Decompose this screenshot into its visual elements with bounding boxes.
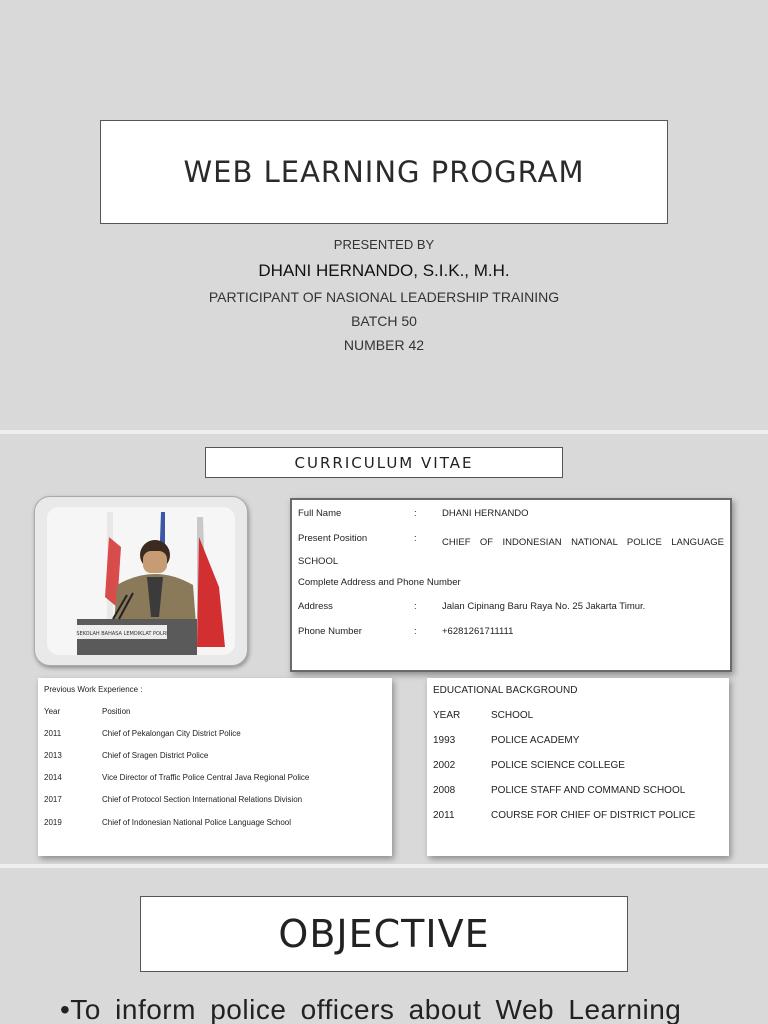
cv-title: CURRICULUM VITAE: [294, 453, 474, 472]
presentation-title: WEB LEARNING PROGRAM: [183, 155, 585, 189]
work-position: Chief of Sragen District Police: [102, 751, 209, 760]
full-name-label: Full Name: [298, 508, 342, 519]
presenter-name: DHANI HERNANDO, S.I.K., M.H.: [258, 261, 510, 280]
work-heading: Previous Work Experience :: [44, 685, 143, 694]
cv-slide: [0, 434, 768, 864]
cv-title-box: [205, 447, 563, 478]
colon: :: [414, 533, 417, 544]
objective-slide: [0, 868, 768, 1024]
title-slide: [0, 0, 768, 430]
work-year: 2014: [44, 773, 62, 782]
colon: :: [414, 626, 417, 637]
edu-year: 2011: [433, 810, 455, 821]
edu-heading: EDUCATIONAL BACKGROUND: [433, 685, 578, 696]
education-panel: [427, 678, 729, 856]
objective-title: OBJECTIVE: [278, 912, 490, 956]
title-box: [100, 120, 668, 224]
work-position: Chief of Indonesian National Police Language School: [102, 818, 292, 827]
colon: :: [414, 601, 417, 612]
phone-value: +6281261711111: [442, 626, 514, 637]
participant-line: PARTICIPANT OF NASIONAL LEADERSHIP TRAINING: [208, 289, 560, 305]
edu-col-year: YEAR: [433, 710, 461, 721]
position-label: Present Position: [298, 533, 368, 544]
address-value: Jalan Cipinang Baru Raya No. 25 Jakarta Timur.: [442, 601, 646, 612]
work-position: Vice Director of Traffic Police Central Java Regional Police: [102, 773, 310, 782]
edu-year: 2002: [433, 760, 456, 771]
complete-address-label: Complete Address and Phone Number: [298, 577, 461, 588]
work-col-year: Year: [44, 707, 61, 716]
work-year: 2017: [44, 795, 62, 804]
position-value: CHIEF OF INDONESIAN NATIONAL POLICE LANGUAGE SCHOOL: [298, 537, 724, 567]
colon: :: [414, 508, 417, 519]
portrait-photo: [47, 507, 235, 655]
work-position: Chief of Protocol Section International Relations Division: [102, 795, 303, 804]
edu-school: COURSE FOR CHIEF OF DISTRICT POLICE: [491, 810, 696, 821]
work-year: 2013: [44, 751, 62, 760]
presented-by-label: PRESENTED BY: [333, 237, 435, 252]
edu-school: POLICE SCIENCE COLLEGE: [491, 760, 625, 771]
edu-year: 2008: [433, 785, 456, 796]
edu-school: POLICE STAFF AND COMMAND SCHOOL: [491, 785, 686, 796]
edu-year: 1993: [433, 735, 456, 746]
photo-frame: [34, 496, 248, 666]
edu-col-school: SCHOOL: [491, 710, 534, 721]
work-experience-panel: [38, 678, 392, 856]
work-col-position: Position: [102, 707, 131, 716]
address-label: Address: [298, 601, 333, 612]
work-year: 2011: [44, 729, 62, 738]
phone-label: Phone Number: [298, 626, 362, 637]
full-name-value: DHANI HERNANDO: [442, 508, 529, 519]
podium-banner-text: SEKOLAH BAHASA LEMDIKLAT POLRI: [76, 631, 168, 637]
edu-school: POLICE ACADEMY: [491, 735, 580, 746]
objective-bullet: •To inform police officers about Web Learning: [60, 994, 682, 1024]
portrait-illustration: [47, 507, 235, 655]
batch-line: BATCH 50: [351, 313, 417, 329]
work-year: 2019: [44, 818, 62, 827]
personal-info-panel: [290, 498, 732, 672]
number-line: NUMBER 42: [343, 337, 425, 353]
work-position: Chief of Pekalongan City District Police: [102, 729, 241, 738]
objective-title-box: [140, 896, 628, 972]
